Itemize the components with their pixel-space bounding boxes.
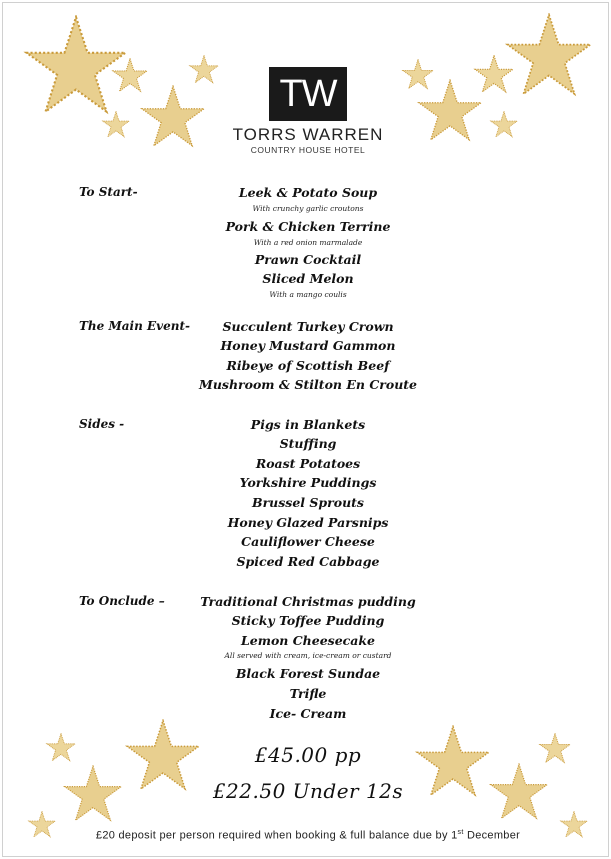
- menu-item: Trifle: [289, 686, 327, 701]
- menu-item: Spiced Red Cabbage: [236, 554, 380, 569]
- menu-item: Mushroom & Stilton En Croute: [198, 377, 418, 392]
- menu-item: Succulent Turkey Crown: [222, 319, 394, 334]
- star-icon: [489, 111, 519, 139]
- menu-item: Leek & Potato Soup: [238, 185, 378, 200]
- deposit-note-ordinal: st: [457, 829, 464, 836]
- menu-item-note: All served with cream, ice-cream or custard: [224, 651, 392, 660]
- logo-monogram: TW: [279, 73, 337, 115]
- section-label-start: To Start-: [79, 185, 138, 199]
- star-icon: [138, 85, 208, 151]
- menu-item: Brussel Sprouts: [252, 495, 364, 510]
- star-icon: [473, 55, 515, 95]
- star-icon: [503, 13, 595, 101]
- hotel-name: TORRS WARREN: [232, 125, 384, 144]
- section-label-conclude: To Onclude –: [79, 594, 165, 608]
- menu-item: Black Forest Sundae: [235, 666, 381, 681]
- menu-item: Honey Glazed Parsnips: [227, 515, 389, 530]
- deposit-note-month: December: [463, 829, 521, 842]
- section-label-sides: Sides -: [79, 417, 125, 431]
- menu-item: Yorkshire Puddings: [239, 475, 377, 490]
- menu-item: Sliced Melon: [262, 271, 354, 286]
- menu-item: Pork & Chicken Terrine: [225, 219, 391, 234]
- deposit-note-text: £20 deposit per person required when booking & full balance due by 1: [95, 829, 458, 842]
- menu-page: [2, 2, 609, 857]
- deposit-note: [23, 829, 593, 842]
- menu-item-note: With a red onion marmalade: [253, 238, 363, 247]
- price-child: £22.50 Under 12s: [212, 779, 404, 803]
- menu-item: Lemon Cheesecake: [240, 633, 375, 648]
- menu-item: Cauliflower Cheese: [241, 534, 375, 549]
- section-label-main: The Main Event-: [79, 319, 190, 333]
- price-adult: £45.00 pp: [254, 743, 362, 767]
- star-icon: [487, 763, 551, 823]
- menu-item: Ice- Cream: [269, 706, 347, 721]
- menu-item: Honey Mustard Gammon: [220, 338, 396, 353]
- star-icon: [538, 733, 572, 765]
- menu-item: Prawn Cocktail: [254, 252, 362, 267]
- star-icon: [188, 55, 220, 85]
- menu-item: Ribeye of Scottish Beef: [226, 358, 390, 373]
- hotel-subtitle: COUNTRY HOUSE HOTEL: [250, 145, 366, 155]
- menu-item: Sticky Toffee Pudding: [231, 613, 385, 628]
- menu-item: Pigs in Blankets: [250, 417, 366, 432]
- star-icon: [45, 733, 77, 763]
- menu-item-note: With a mango coulis: [269, 290, 347, 299]
- menu-item: Roast Potatoes: [255, 456, 361, 471]
- star-icon: [61, 765, 125, 825]
- menu-item: Traditional Christmas pudding: [200, 594, 416, 609]
- hotel-logo: [269, 67, 347, 121]
- menu-item-note: With crunchy garlic croutons: [252, 204, 364, 213]
- menu-item: Stuffing: [279, 436, 337, 451]
- star-icon: [101, 111, 131, 139]
